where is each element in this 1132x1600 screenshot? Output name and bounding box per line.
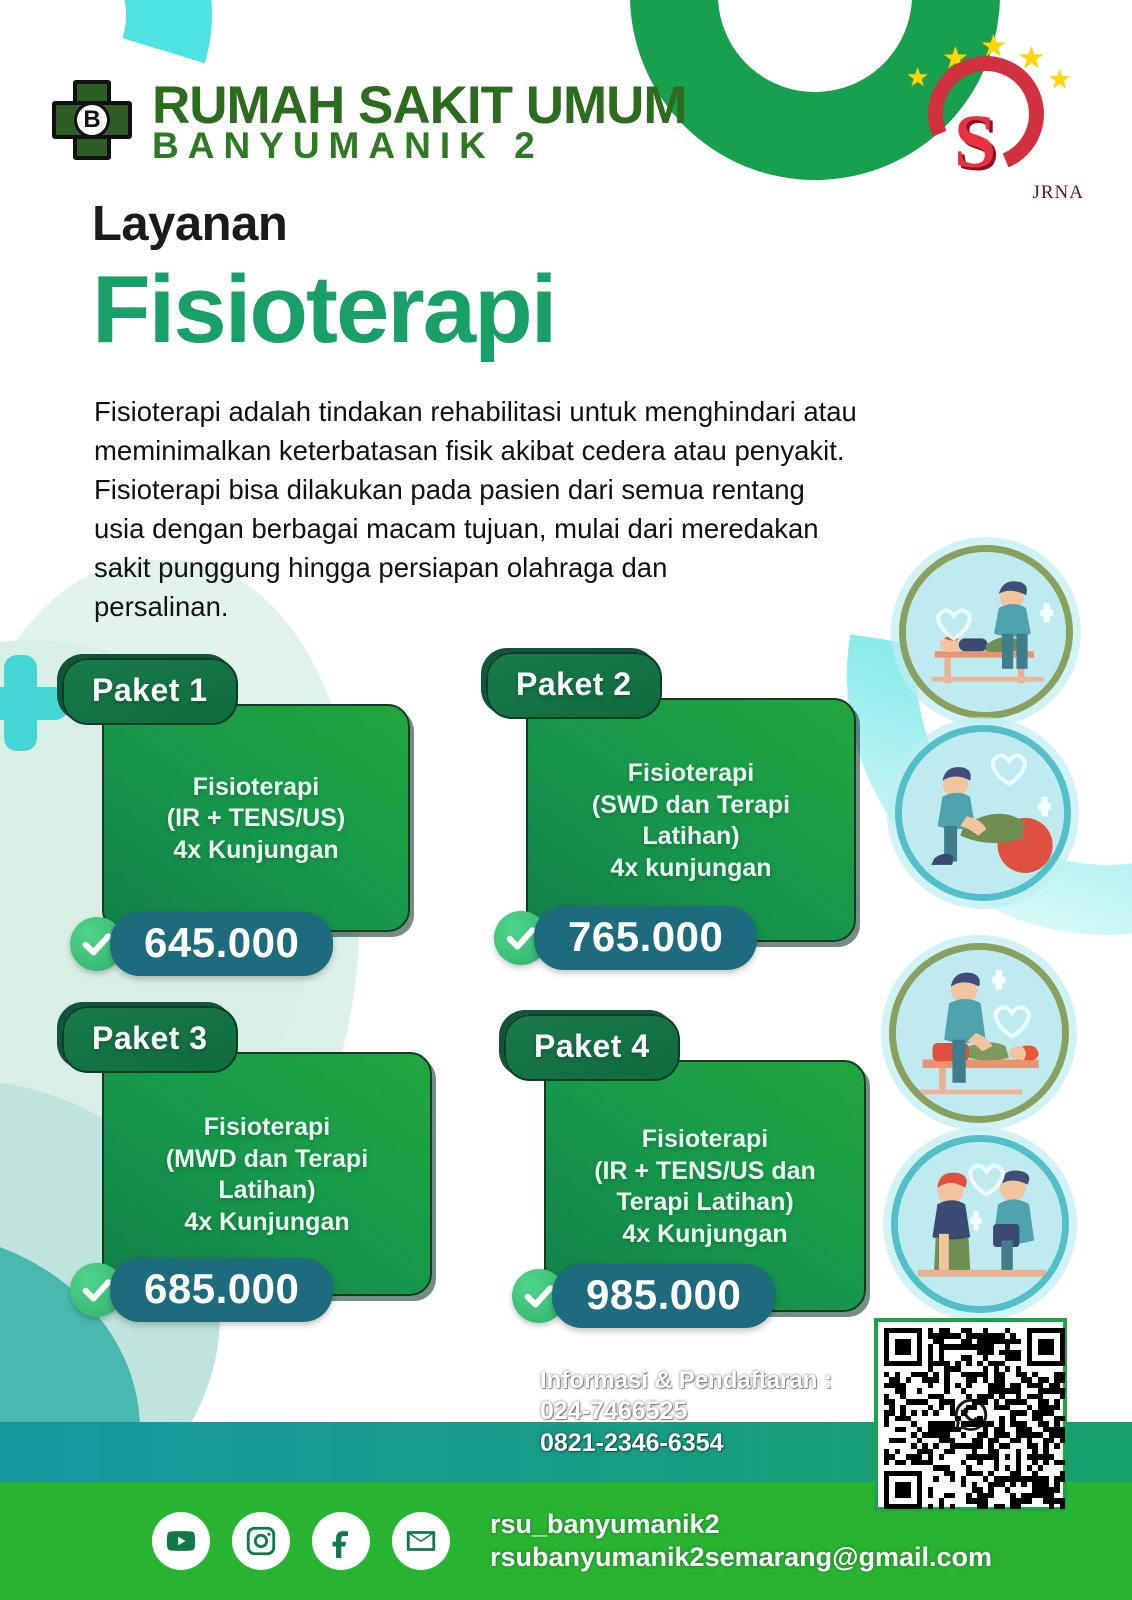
poster-header (0, 0, 1132, 203)
package-price-1: 645.000 (110, 912, 333, 976)
contact-phone[interactable]: 024-7466525 (540, 1397, 688, 1426)
package-line: 4x Kunjungan (622, 1219, 788, 1248)
accreditation-logo (900, 22, 1070, 192)
facebook-icon[interactable] (312, 1512, 370, 1570)
description-line: meminimalkan keterbatasan fisik akibat cedera atau penyakit. (94, 435, 845, 467)
star-icon: ★ (942, 42, 969, 75)
package-line: (MWD dan Terapi Latihan) (165, 1144, 369, 1204)
package-price-2: 765.000 (534, 906, 757, 970)
package-line: 4x kunjungan (610, 853, 772, 882)
illustration-therapist-back-massage (896, 950, 1062, 1116)
cyan-plus-icon (0, 655, 68, 751)
package-line: Terapi Latihan) (616, 1188, 794, 1216)
package-price-3: 685.000 (110, 1258, 333, 1322)
package-line: (IR + TENS/US dan (594, 1156, 816, 1185)
illustration-therapist-parallel-bar-walking (898, 1142, 1062, 1306)
star-icon: ★ (1018, 42, 1045, 75)
package-tab-label: Paket 1 (92, 672, 208, 708)
package-line: Fisioterapi (627, 759, 755, 787)
package-price-4: 985.000 (552, 1264, 775, 1328)
package-description-2 (544, 758, 838, 884)
footer-handle: rsu_banyumanik2 (490, 1508, 720, 1539)
package-line: (SWD dan Terapi Latihan) (591, 790, 791, 850)
package-line: 4x Kunjungan (184, 1207, 350, 1236)
illustration-therapist-leg-stretch-supine (906, 552, 1066, 712)
package-tab-4 (504, 1014, 680, 1081)
package-tab-label: Paket 4 (534, 1028, 650, 1064)
service-eyebrow: Layanan (92, 197, 288, 251)
accreditation-s-glyph: S (954, 100, 997, 184)
package-price-row-1 (70, 912, 333, 976)
qr-matrix (884, 1328, 1057, 1501)
footer-contact-text (490, 1508, 992, 1575)
description-line: usia dengan berbagai macam tujuan, mulai dari meredakan (94, 513, 819, 545)
package-line: (IR + TENS/US) (166, 804, 346, 833)
page-title: Fisioterapi (92, 256, 556, 363)
hospital-name-line2: BANYUMANIK 2 (152, 124, 544, 166)
package-tab-1 (62, 658, 238, 725)
hospital-name-line1: RUMAH SAKIT UMUM (152, 76, 687, 135)
package-description-4 (594, 1124, 816, 1250)
contact-mobile[interactable]: 0821-2346-6354 (540, 1428, 724, 1457)
description-line: persalinan. (94, 591, 229, 623)
package-line: 4x Kunjungan (173, 835, 339, 864)
hospital-logo-icon (52, 80, 132, 160)
contact-heading: Informasi & Pendaftaran : (540, 1367, 833, 1394)
package-tab-label: Paket 3 (92, 1020, 208, 1056)
package-tab-2 (486, 652, 662, 719)
package-line: Fisioterapi (192, 772, 320, 801)
package-price-row-4 (512, 1264, 775, 1328)
footer-email: rsubanyumanik2semarang@gmail.com (490, 1542, 993, 1572)
package-line: Fisioterapi (203, 1113, 331, 1141)
package-tab-label: Paket 2 (516, 666, 632, 702)
description-line: Fisioterapi adalah tindakan rehabilitasi untuk menghindari atau (94, 396, 857, 427)
star-icon: ★ (1048, 64, 1072, 94)
description-line: Fisioterapi bisa dilakukan pada pasien dari semua rentang (94, 474, 805, 506)
package-description-1 (167, 772, 346, 867)
package-price-row-2 (494, 906, 757, 970)
accreditation-label: JRNA (1032, 182, 1084, 203)
package-line: Fisioterapi (641, 1125, 769, 1153)
youtube-icon[interactable] (152, 1512, 210, 1570)
star-icon: ★ (980, 30, 1007, 63)
service-description (94, 392, 999, 626)
whatsapp-qr-code[interactable] (874, 1318, 1067, 1511)
package-body-1 (102, 704, 410, 932)
instagram-icon[interactable] (232, 1512, 290, 1570)
illustration-therapist-leg-stretch-ball (902, 732, 1064, 894)
package-price-row-3 (70, 1258, 333, 1322)
hospital-name (152, 76, 687, 166)
contact-info (540, 1366, 832, 1459)
description-line: sakit punggung hingga persiapan olahraga dan (94, 552, 668, 584)
star-icon: ★ (906, 62, 930, 92)
email-icon[interactable] (392, 1512, 450, 1570)
package-tab-3 (62, 1006, 238, 1073)
logo-letter: B (74, 102, 110, 138)
package-description-3 (120, 1112, 414, 1238)
